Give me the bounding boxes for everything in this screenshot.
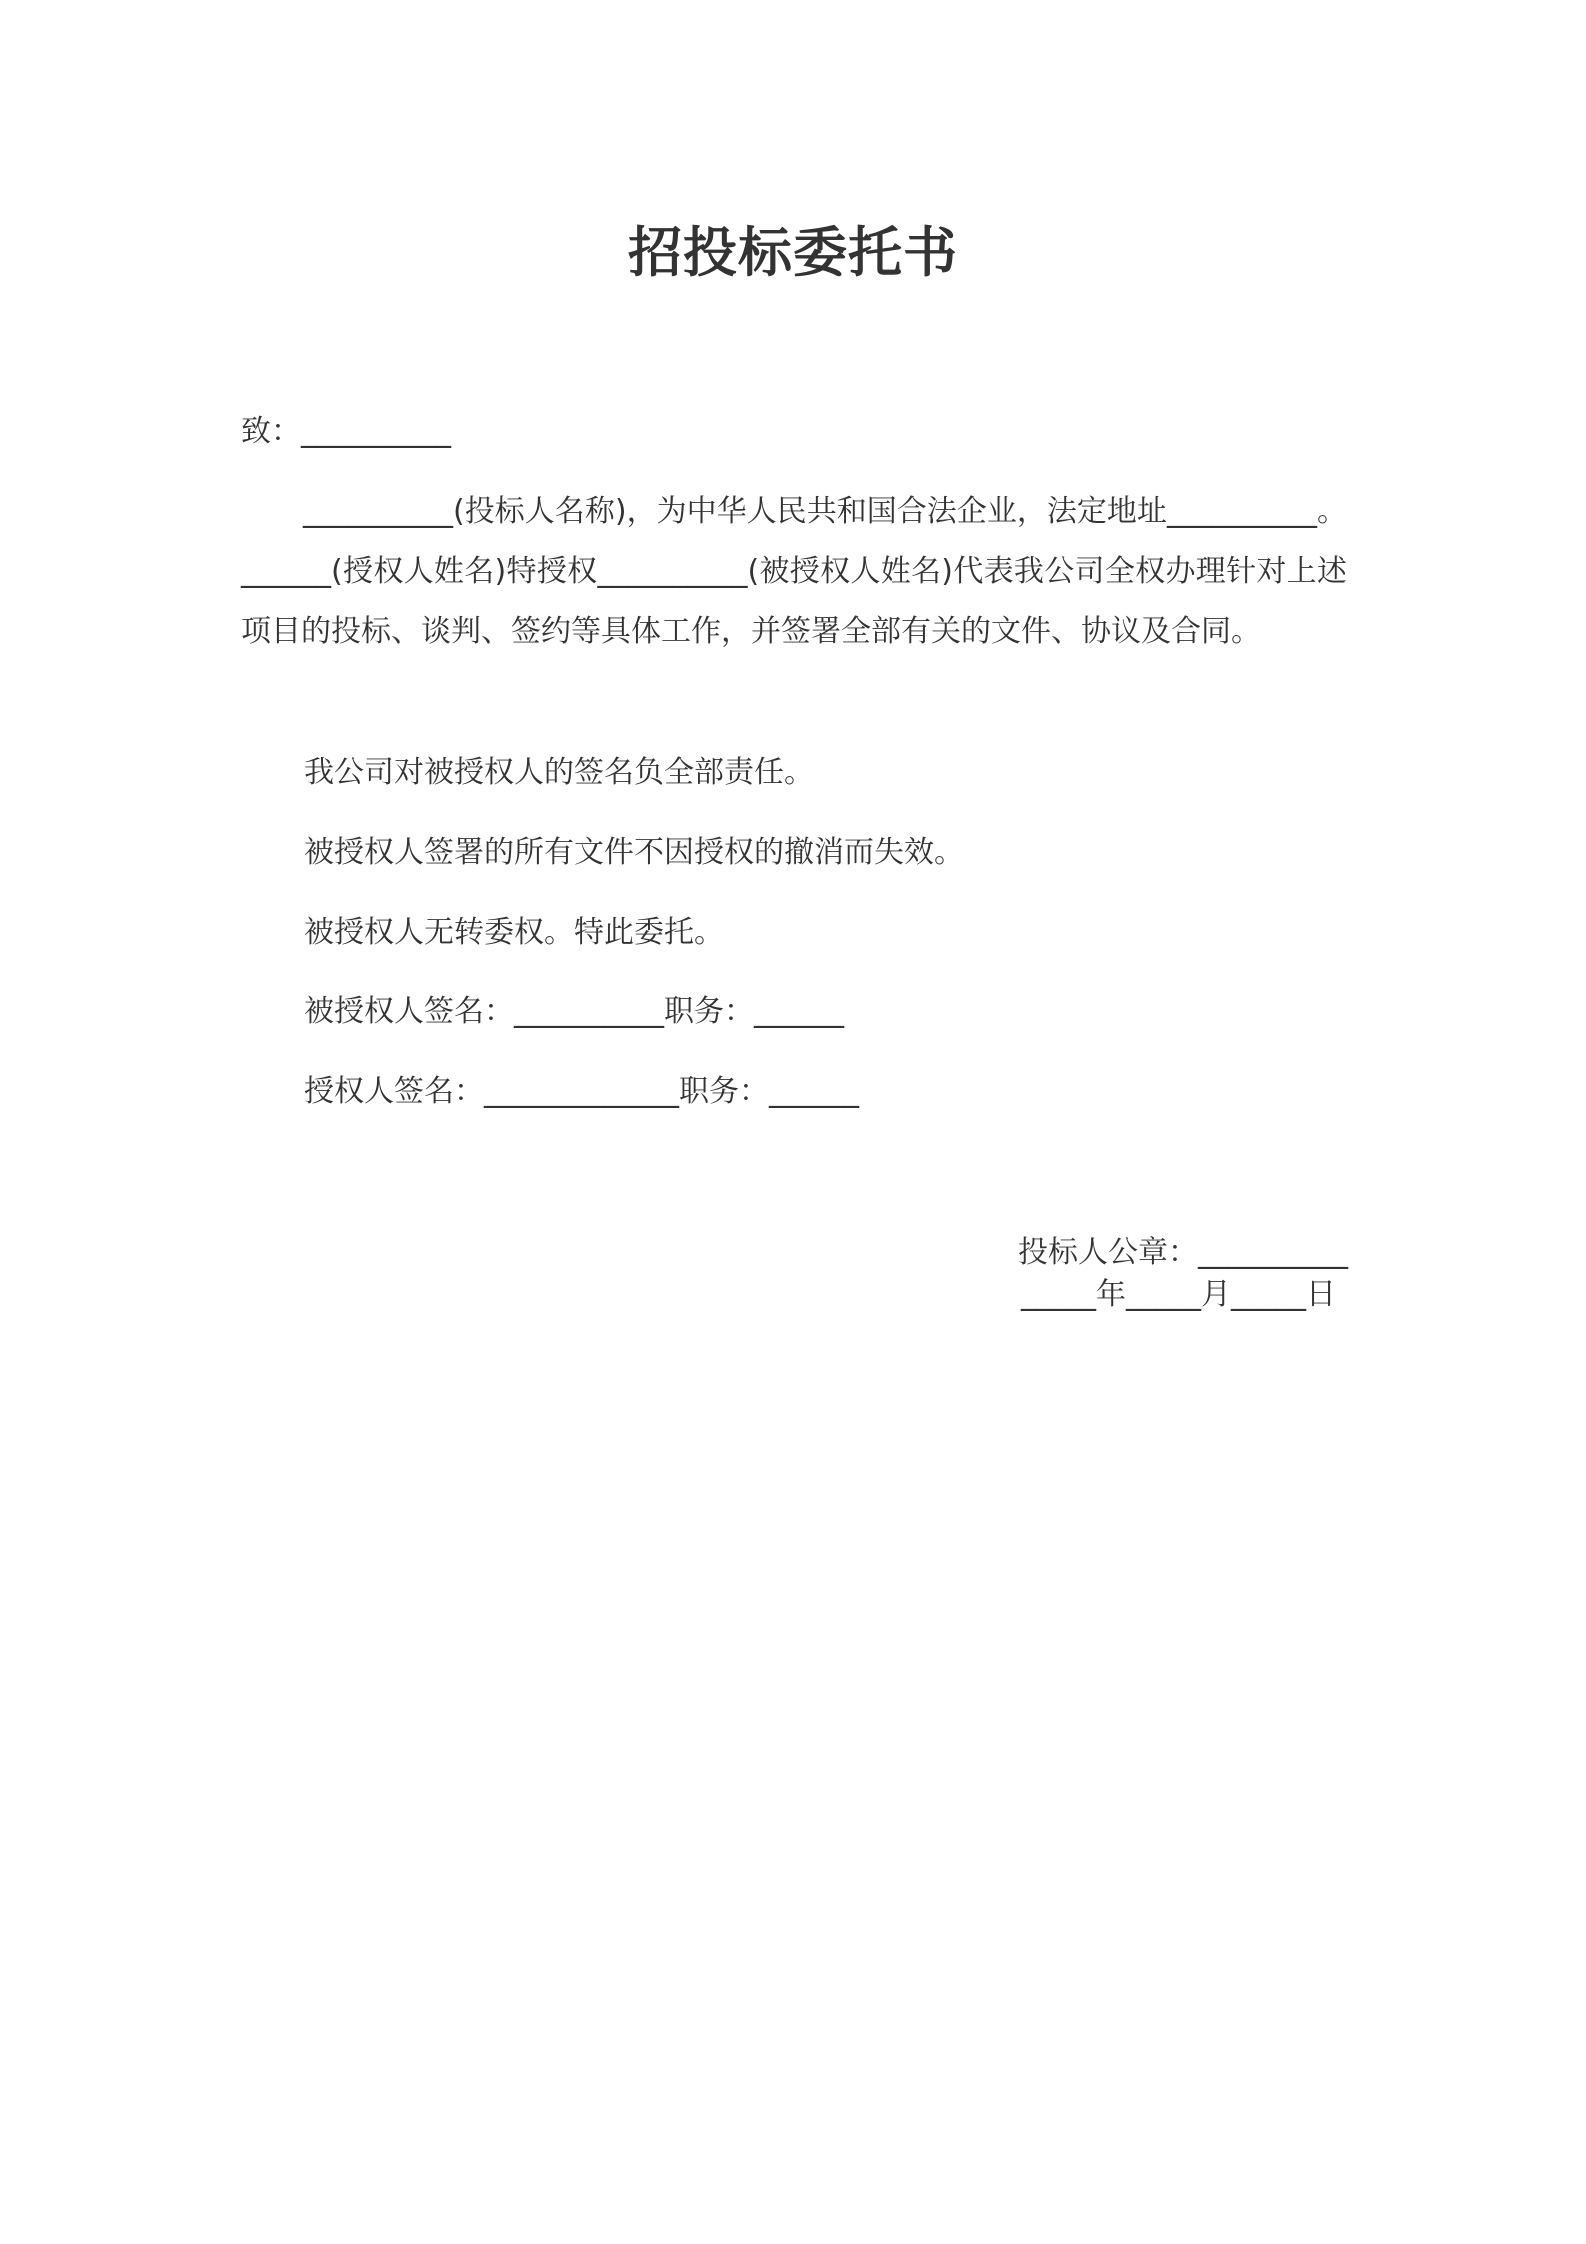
validity-statement: 被授权人签署的所有文件不因授权的撤消而失效。 [304,835,964,870]
grantor-signature-line: 授权人签名：_____________职务：______ [304,1074,859,1109]
recipient-line: 致：__________ [241,414,451,449]
date-line: _____年_____月_____日 [1021,1277,1336,1312]
authorization-paragraph: __________(投标人名称)，为中华人民共和国合法企业，法定地址__________。______(授权人姓名)特授权__________(被授权人姓名)代表我公司全权办理针对上述项目的投标、谈判、签约等具体工作，并签署全部有关的文件、协议及合同。 [241,494,1347,649]
document-title: 招投标委托书 [628,221,958,284]
responsibility-statement: 我公司对被授权人的签名负全部责任。 [304,755,814,790]
no-transfer-statement: 被授权人无转委权。特此委托。 [304,915,724,950]
company-seal-line: 投标人公章：__________ [1018,1235,1348,1270]
grantee-signature-line: 被授权人签名：__________职务：______ [304,994,844,1029]
